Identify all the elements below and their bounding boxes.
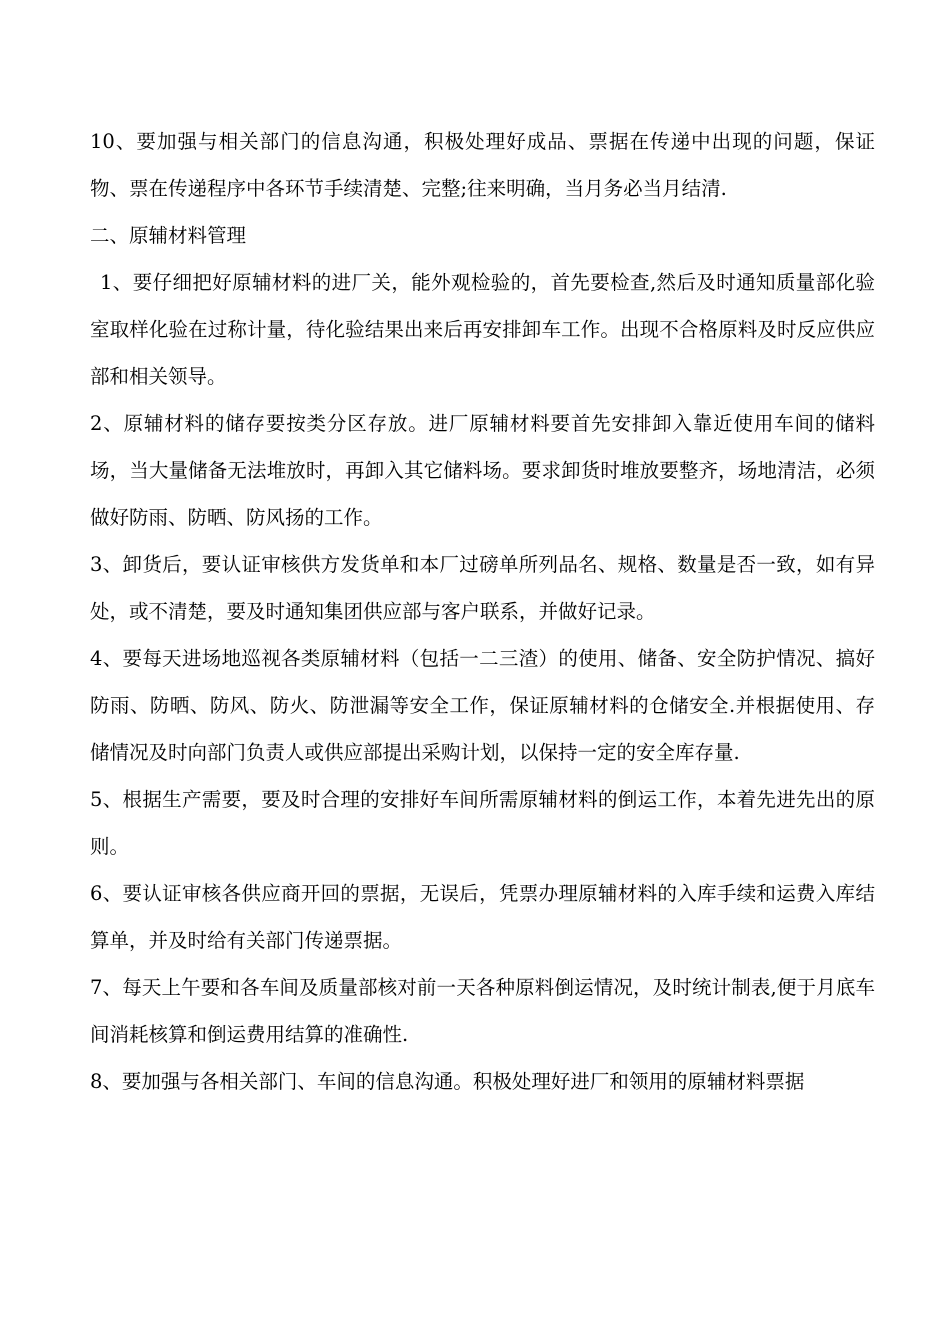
paragraph-item-6: 6、要认证审核各供应商开回的票据，无误后，凭票办理原辅材料的入库手续和运费入库结算单，并及时给有关部门传递票据。 [90,882,875,952]
paragraph-item-5: 5、根据生产需要，要及时合理的安排好车间所需原辅材料的倒运工作，本着先进先出的原则。 [90,788,875,858]
document-body [90,118,875,1105]
paragraph-item-3: 3、卸货后，要认证审核供方发货单和本厂过磅单所列品名、规格、数量是否一致，如有异处，或不清楚，要及时通知集团供应部与客户联系，并做好记录。 [90,553,875,623]
paragraph-item-10: 10、要加强与相关部门的信息沟通，积极处理好成品、票据在传递中出现的问题，保证物、票在传递程序中各环节手续清楚、完整;往来明确，当月务必当月结清. [90,130,875,200]
paragraph-item-2: 2、原辅材料的储存要按类分区存放。进厂原辅材料要首先安排卸入靠近使用车间的储料场，当大量储备无法堆放时，再卸入其它储料场。要求卸货时堆放要整齐，场地清洁，必须做好防雨、防晒、防风扬的工作。 [90,412,875,529]
paragraph-item-7: 7、每天上午要和各车间及质量部核对前一天各种原料倒运情况，及时统计制表,便于月底车间消耗核算和倒运费用结算的准确性. [90,976,875,1046]
paragraph-item-8: 8、要加强与各相关部门、车间的信息沟通。积极处理好进厂和领用的原辅材料票据 [90,1070,805,1093]
paragraph-item-4: 4、要每天进场地巡视各类原辅材料（包括一二三渣）的使用、储备、安全防护情况、搞好防雨、防晒、防风、防火、防泄漏等安全工作，保证原辅材料的仓储安全.并根据使用、存储情况及时向部门负责人或供应部提出采购计划，以保持一定的安全库存量. [90,647,875,764]
section-heading-raw-materials: 二、原辅材料管理 [90,224,247,247]
paragraph-item-1: 1、要仔细把好原辅材料的进厂关，能外观检验的，首先要检查,然后及时通知质量部化验室取样化验在过称计量，待化验结果出来后再安排卸车工作。出现不合格原料及时反应供应部和相关领导。 [90,271,875,388]
